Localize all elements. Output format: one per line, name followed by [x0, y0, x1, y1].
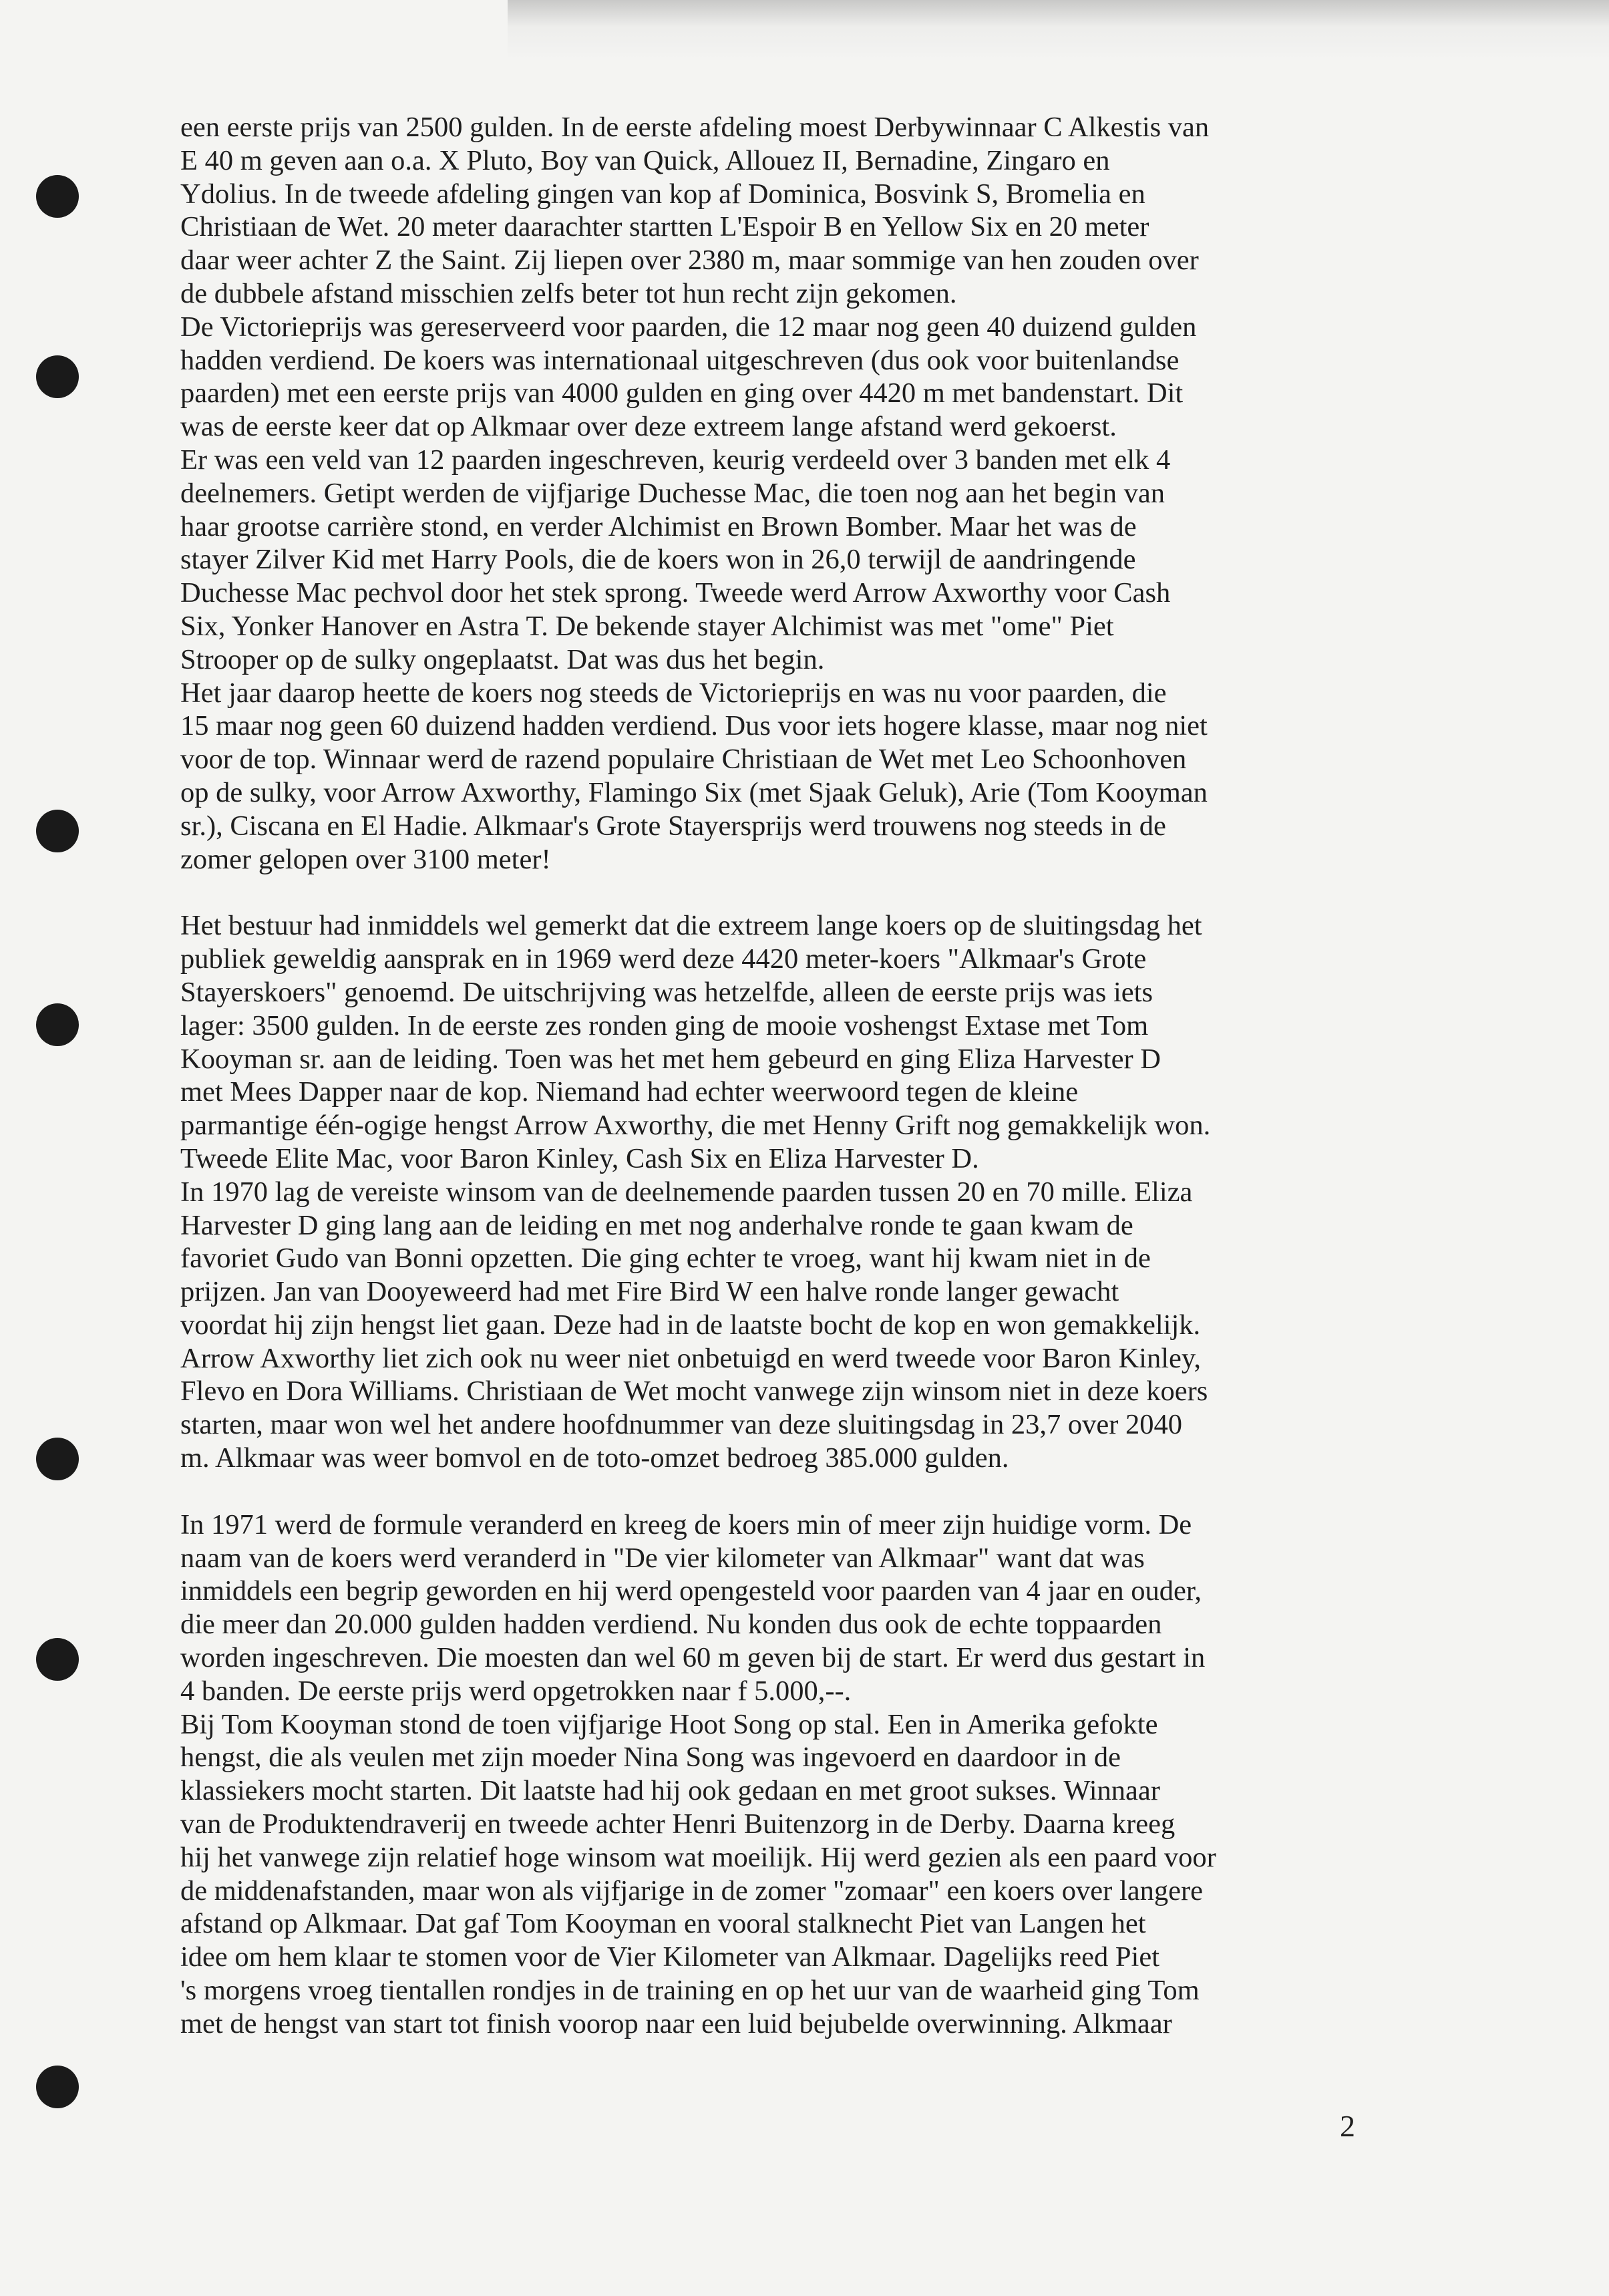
paragraph: De Victorieprijs was gereserveerd voor paarden, die 12 maar nog geen 40 duizend gulden hadden verdiend. De koers was internationaal uitgeschreven (dus ook voor buitenlandse paarden) met een eerste prijs van 4000 gulden en ging over 4420 m met bandenstart. Dit was de eerste keer dat op Alkmaar over deze extreem lange afstand werd gekoerst. — [180, 311, 1197, 443]
punch-hole — [36, 810, 79, 852]
paragraph: Het bestuur had inmiddels wel gemerkt dat die extreem lange koers op de sluitingsdag het publiek geweldig aansprak en in 1969 werd deze 4420 meter-koers "Alkmaar's Grote Stayerskoers" genoemd. De uitschrijving was hetzelfde, alleen de eerste prijs was iets lager: 3500 gulden. In de eerste zes ronden ging de mooie voshengst Extase met Tom Kooyman sr. aan de leiding. Toen was het met hem gebeurd en ging Eliza Harvester D met Mees Dapper naar de kop. Niemand had echter weerwoord tegen de kleine parmantige één-ogige hengst Arrow Axworthy, die met Henny Grift nog gemakkelijk won. Tweede Elite Mac, voor Baron Kinley, Cash Six en Eliza Harvester D. — [180, 910, 1211, 1174]
scan-smudge — [508, 0, 1609, 60]
paragraph: In 1970 lag de vereiste winsom van de deelnemende paarden tussen 20 en 70 mille. Eliza Harvester D ging lang aan de leiding en met nog anderhalve ronde te gaan kwam de favoriet Gudo van Bonni opzetten. Die ging echter te vroeg, want hij kwam niet in de prijzen. Jan van Dooyeweerd had met Fire Bird W een halve ronde langer gewacht voordat hij zijn hengst liet gaan. Deze had in de laatste bocht de kop en won gemakkelijk. Arrow Axworthy liet zich ook nu weer niet onbetuigd en werd tweede voor Baron Kinley, Flevo en Dora Williams. Christiaan de Wet mocht vanwege zijn winsom niet in deze koers starten, maar won wel het andere hoofdnummer van deze sluitingsdag in 23,7 over 2040 m. Alkmaar was weer bomvol en de toto-omzet bedroeg 385.000 gulden. — [180, 1176, 1208, 1474]
punch-hole — [36, 175, 79, 218]
punch-hole — [36, 1438, 79, 1480]
punch-hole — [36, 1638, 79, 1681]
paragraph: In 1971 werd de formule veranderd en kreeg de koers min of meer zijn huidige vorm. De naam van de koers werd veranderd in "De vier kilometer van Alkmaar" want dat was inmiddels een begrip geworden en hij werd opengesteld voor paarden van 4 jaar en ouder, die meer dan 20.000 gulden hadden verdiend. Nu konden dus ook de echte toppaarden worden ingeschreven. Die moesten dan wel 60 m geven bij de start. Er werd dus gestart in 4 banden. De eerste prijs werd opgetrokken naar f 5.000,--. — [180, 1508, 1206, 1707]
paragraph: Bij Tom Kooyman stond de toen vijfjarige Hoot Song op stal. Een in Amerika gefokte hengst, die als veulen met zijn moeder Nina Song was ingevoerd en daardoor in de klassiekers mocht starten. Dit laatste had hij ook gedaan en met groot sukses. Winnaar van de Produktendraverij en tweede achter Henri Buitenzorg in de Derby. Daarna kreeg hij het vanwege zijn relatief hoge winsom wat moeilijk. Hij werd gezien als een paard voor de middenafstanden, maar won als vijfjarige in de zomer "zomaar" een koers over langere afstand op Alkmaar. Dat gaf Tom Kooyman en vooral stalknecht Piet van Langen het idee om hem klaar te stomen voor de Vier Kilometer van Alkmaar. Dagelijks reed Piet 's morgens vroeg tientallen rondjes in de training en op het uur van de waarheid ging Tom met de hengst van start tot finish voorop naar een luid bejubelde overwinning. Alkmaar — [180, 1708, 1216, 2039]
paragraph: Er was een veld van 12 paarden ingeschreven, keurig verdeeld over 3 banden met elk 4 deelnemers. Getipt werden de vijfjarige Duchesse Mac, die toen nog aan het begin van haar grootse carrière stond, en verder Alchimist en Brown Bomber. Maar het was de stayer Zilver Kid met Harry Pools, die de koers won in 26,0 terwijl de aandringende Duchesse Mac pechvol door het stek sprong. Tweede werd Arrow Axworthy voor Cash Six, Yonker Hanover en Astra T. De bekende stayer Alchimist was met "ome" Piet Strooper op de sulky ongeplaatst. Dat was dus het begin. — [180, 444, 1171, 675]
page-number: 2 — [1340, 2109, 1355, 2143]
paragraph: Het jaar daarop heette de koers nog steeds de Victorieprijs en was nu voor paarden, die 15 maar nog geen 60 duizend hadden verdiend. Dus voor iets hogere klasse, maar nog niet voor de top. Winnaar werd de razend populaire Christiaan de Wet met Leo Schoonhoven op de sulky, voor Arrow Axworthy, Flamingo Six (met Sjaak Geluk), Arie (Tom Kooyman sr.), Ciscana en El Hadie. Alkmaar's Grote Stayersprijs werd trouwens nog steeds in de zomer gelopen over 3100 meter! — [180, 677, 1208, 875]
punch-hole — [36, 2066, 79, 2108]
page-body — [180, 111, 1483, 2041]
punch-hole — [36, 1003, 79, 1046]
paragraph: een eerste prijs van 2500 gulden. In de eerste afdeling moest Derbywinnaar C Alkestis van E 40 m geven aan o.a. X Pluto, Boy van Quick, Allouez II, Bernadine, Zingaro en Ydolius. In de tweede afdeling gingen van kop af Dominica, Bosvink S, Bromelia en Christiaan de Wet. 20 meter daarachter startten L'Espoir B en Yellow Six en 20 meter daar weer achter Z the Saint. Zij liepen over 2380 m, maar sommige van hen zouden over de dubbele afstand misschien zelfs beter tot hun recht zijn gekomen. — [180, 112, 1210, 309]
punch-hole — [36, 355, 79, 398]
